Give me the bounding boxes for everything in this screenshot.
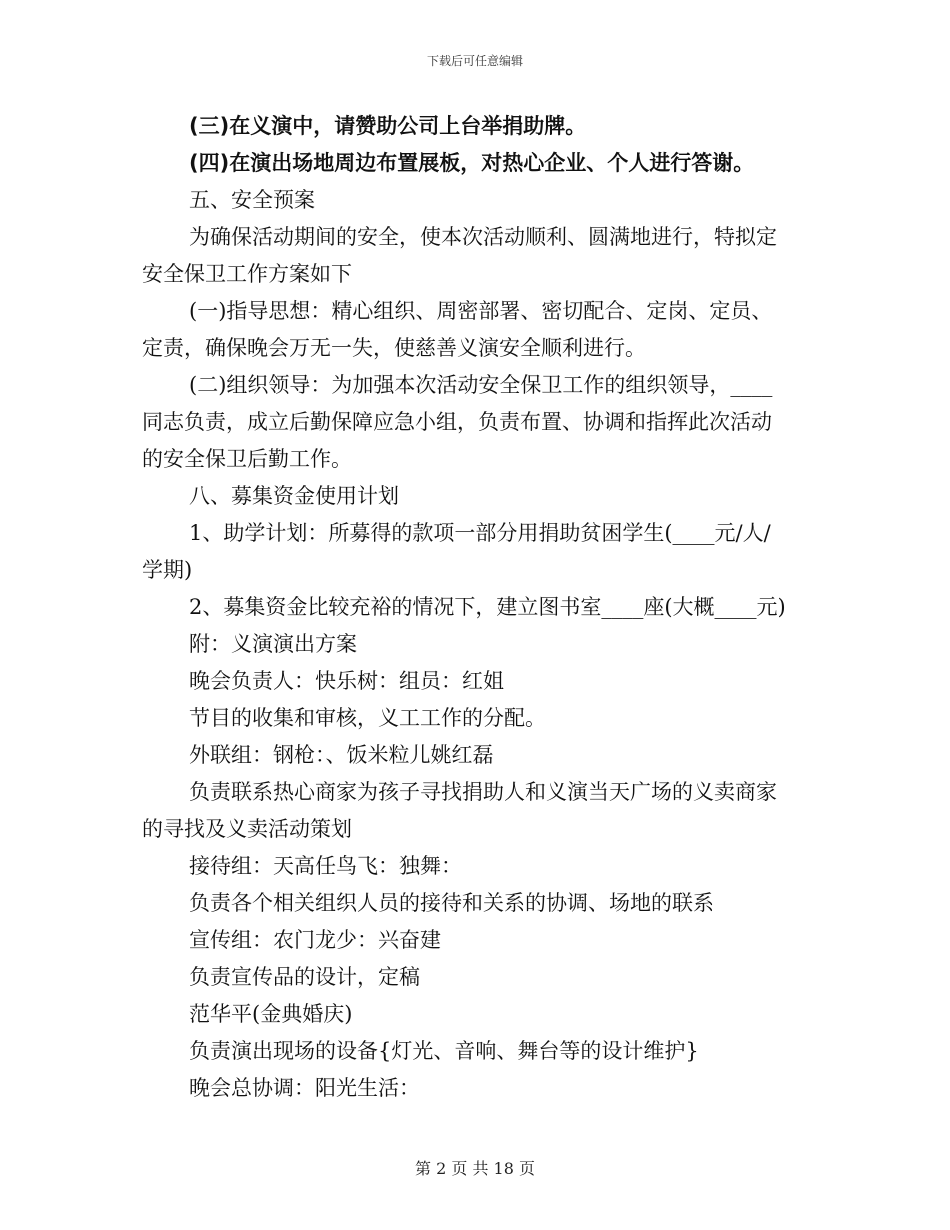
text-line: 学期) bbox=[142, 558, 193, 582]
text-line: 2、募集资金比较充裕的情况下，建立图书室____座(大概____元) bbox=[189, 595, 786, 619]
section-heading: 八、募集资金使用计划 bbox=[189, 484, 399, 508]
text-line: 外联组：钢枪：、饭米粒儿姚红磊 bbox=[189, 743, 494, 767]
text-line: 同志负责，成立后勤保障应急小组，负责布置、协调和指挥此次活动 bbox=[142, 410, 772, 434]
text-line: 接待组：天高任鸟飞：独舞： bbox=[189, 854, 462, 878]
text-line: 的寻找及义卖活动策划 bbox=[142, 817, 352, 841]
text-line: 晚会负责人：快乐树：组员：红姐 bbox=[189, 669, 504, 693]
section-heading: 五、安全预案 bbox=[189, 188, 315, 212]
text-line: 范华平(金典婚庆) bbox=[189, 1002, 353, 1026]
text-line: 负责联系热心商家为孩子寻找捐助人和义演当天广场的义卖商家 bbox=[189, 780, 777, 804]
text-line: 的安全保卫后勤工作。 bbox=[142, 447, 352, 471]
text-line: (三)在义演中，请赞助公司上台举捐助牌。 bbox=[189, 114, 587, 138]
text-line: 晚会总协调：阳光生活： bbox=[189, 1076, 420, 1100]
text-line: (二)组织领导：为加强本次活动安全保卫工作的组织领导，____ bbox=[189, 373, 773, 397]
page-footer: 第 2 页 共 18 页 bbox=[415, 1159, 535, 1178]
text-line: (四)在演出场地周边布置展板，对热心企业、个人进行答谢。 bbox=[189, 151, 755, 175]
text-line: 安全保卫工作方案如下 bbox=[142, 262, 352, 286]
text-line: (一)指导思想：精心组织、周密部署、密切配合、定岗、定员、 bbox=[189, 299, 773, 323]
text-line: 负责演出现场的设备{灯光、音响、舞台等的设计维护} bbox=[189, 1039, 699, 1063]
text-line: 宣传组：农门龙少：兴奋建 bbox=[189, 928, 441, 952]
text-line: 为确保活动期间的安全，使本次活动顺利、圆满地进行，特拟定 bbox=[189, 225, 777, 249]
text-line: 附：义演演出方案 bbox=[189, 632, 357, 656]
document-body bbox=[142, 108, 810, 1107]
page-header: 下载后可任意编辑 bbox=[426, 54, 523, 68]
text-line: 节目的收集和审核，义工工作的分配。 bbox=[189, 706, 546, 730]
text-line: 负责宣传品的设计，定稿 bbox=[189, 965, 420, 989]
text-line: 定责，确保晚会万无一失，使慈善义演安全顺利进行。 bbox=[142, 336, 646, 360]
text-line: 负责各个相关组织人员的接待和关系的协调、场地的联系 bbox=[189, 891, 714, 915]
text-line: 1、助学计划：所募得的款项一部分用捐助贫困学生(____元/人/ bbox=[189, 521, 771, 545]
